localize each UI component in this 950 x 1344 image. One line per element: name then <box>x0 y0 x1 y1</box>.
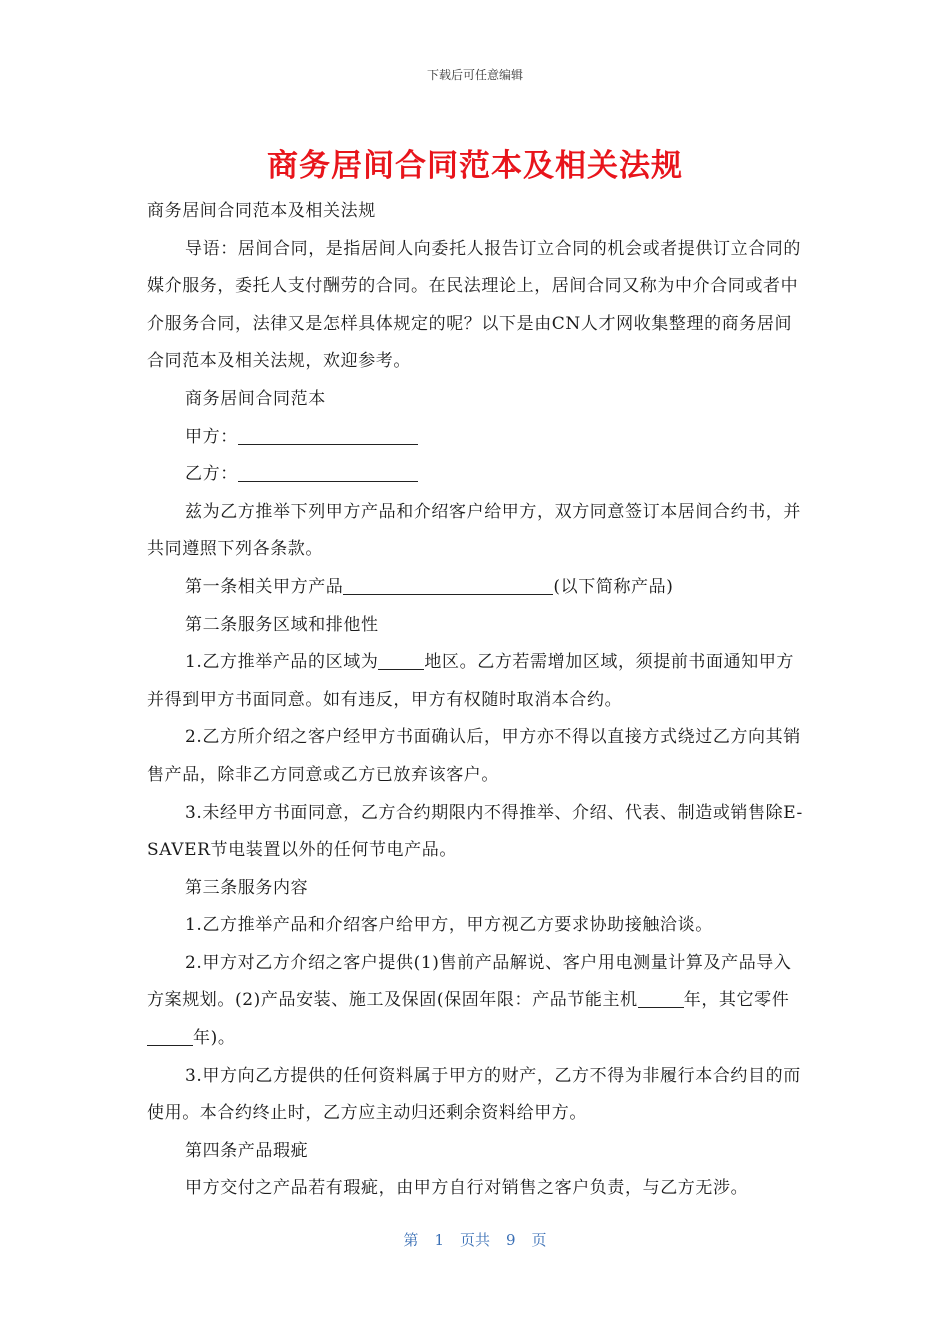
party-b-label: 乙方： <box>185 464 238 485</box>
article-2-heading: 第二条服务区域和排他性 <box>185 614 379 635</box>
article-4-heading: 第四条产品瑕疵 <box>185 1140 309 1161</box>
preamble-paragraph: 兹为乙方推举下列甲方产品和介绍客户给甲方，双方同意签订本居间合约书，并共同遵照下列各条款。 <box>147 501 801 560</box>
article-4-clause-1: 甲方交付之产品若有瑕疵，由甲方自行对销售之客户负责，与乙方无涉。 <box>185 1178 749 1199</box>
clause-2-1-text-b: 地区。乙方若需增加区域，须提前书面通知甲方并得到甲方书面同意。如有违反，甲方有权随时取消本合约。 <box>147 652 795 710</box>
warranty-host-blank <box>638 987 684 1008</box>
section-title: 商务居间合同范本 <box>185 388 326 409</box>
page-footer <box>0 1229 950 1250</box>
footer-mid: 页共 <box>459 1231 490 1249</box>
party-a-line <box>147 419 807 457</box>
article-2-clause-1 <box>147 644 807 719</box>
region-blank <box>378 649 424 670</box>
article-2-clause-3: 3.未经甲方书面同意，乙方合约期限内不得推举、介绍、代表、制造或销售除E-SAVER节电装置以外的任何节电产品。 <box>147 802 803 861</box>
party-a-blank <box>238 424 418 445</box>
article-2-clause-2: 2.乙方所介绍之客户经甲方书面确认后，甲方亦不得以直接方式绕过乙方向其销售产品，除非乙方同意或乙方已放弃该客户。 <box>147 727 801 785</box>
footer-suffix: 页 <box>531 1231 547 1249</box>
article-1-label: 第一条相关甲方产品 <box>185 576 344 597</box>
intro-paragraph: 导语：居间合同，是指居间人向委托人报告订立合同的机会或者提供订立合同的媒介服务，委托人支付酬劳的合同。在民法理论上，居间合同又称为中介合同或者中介服务合同，法律又是怎样具体规定的呢？以下是由CN人才网收集整理的商务居间合同范本及相关法规，欢迎参考。 <box>147 238 801 372</box>
document-subtitle: 商务居间合同范本及相关法规 <box>147 201 376 221</box>
clause-3-2-text-b: 年，其它零件 <box>683 990 790 1011</box>
warranty-parts-blank <box>147 1025 193 1046</box>
document-body <box>147 193 807 1208</box>
article-3-clause-1: 1.乙方推举产品和介绍客户给甲方，甲方视乙方要求协助接触洽谈。 <box>185 915 713 936</box>
page-total: 9 <box>506 1231 516 1249</box>
party-b-line <box>147 456 807 494</box>
product-blank <box>343 574 553 595</box>
party-a-label: 甲方： <box>185 426 238 447</box>
clause-3-2-text-a: 2.甲方对乙方介绍之客户提供(1)售前产品解说、客户用电测量计算及产品导入方案规划。(2)产品安装、施工及保固(保固年限：产品节能主机 <box>147 952 792 1011</box>
article-3-heading: 第三条服务内容 <box>185 877 309 898</box>
article-3-clause-3: 3.甲方向乙方提供的任何资料属于甲方的财产，乙方不得为非履行本合约目的而使用。本合约终止时，乙方应主动归还剩余资料给甲方。 <box>147 1065 801 1124</box>
page-number: 1 <box>434 1231 444 1249</box>
article-1-note: (以下简称产品) <box>553 576 674 597</box>
footer-prefix: 第 <box>403 1231 419 1249</box>
party-b-blank <box>238 461 418 482</box>
article-1 <box>147 569 807 607</box>
document-title: 商务居间合同范本及相关法规 <box>267 148 683 184</box>
header-note: 下载后可任意编辑 <box>426 68 523 82</box>
clause-3-2-text-c: 年)。 <box>193 1028 236 1049</box>
clause-2-1-text-a: 1.乙方推举产品的区域为 <box>185 652 379 673</box>
article-3-clause-2 <box>147 945 807 1058</box>
